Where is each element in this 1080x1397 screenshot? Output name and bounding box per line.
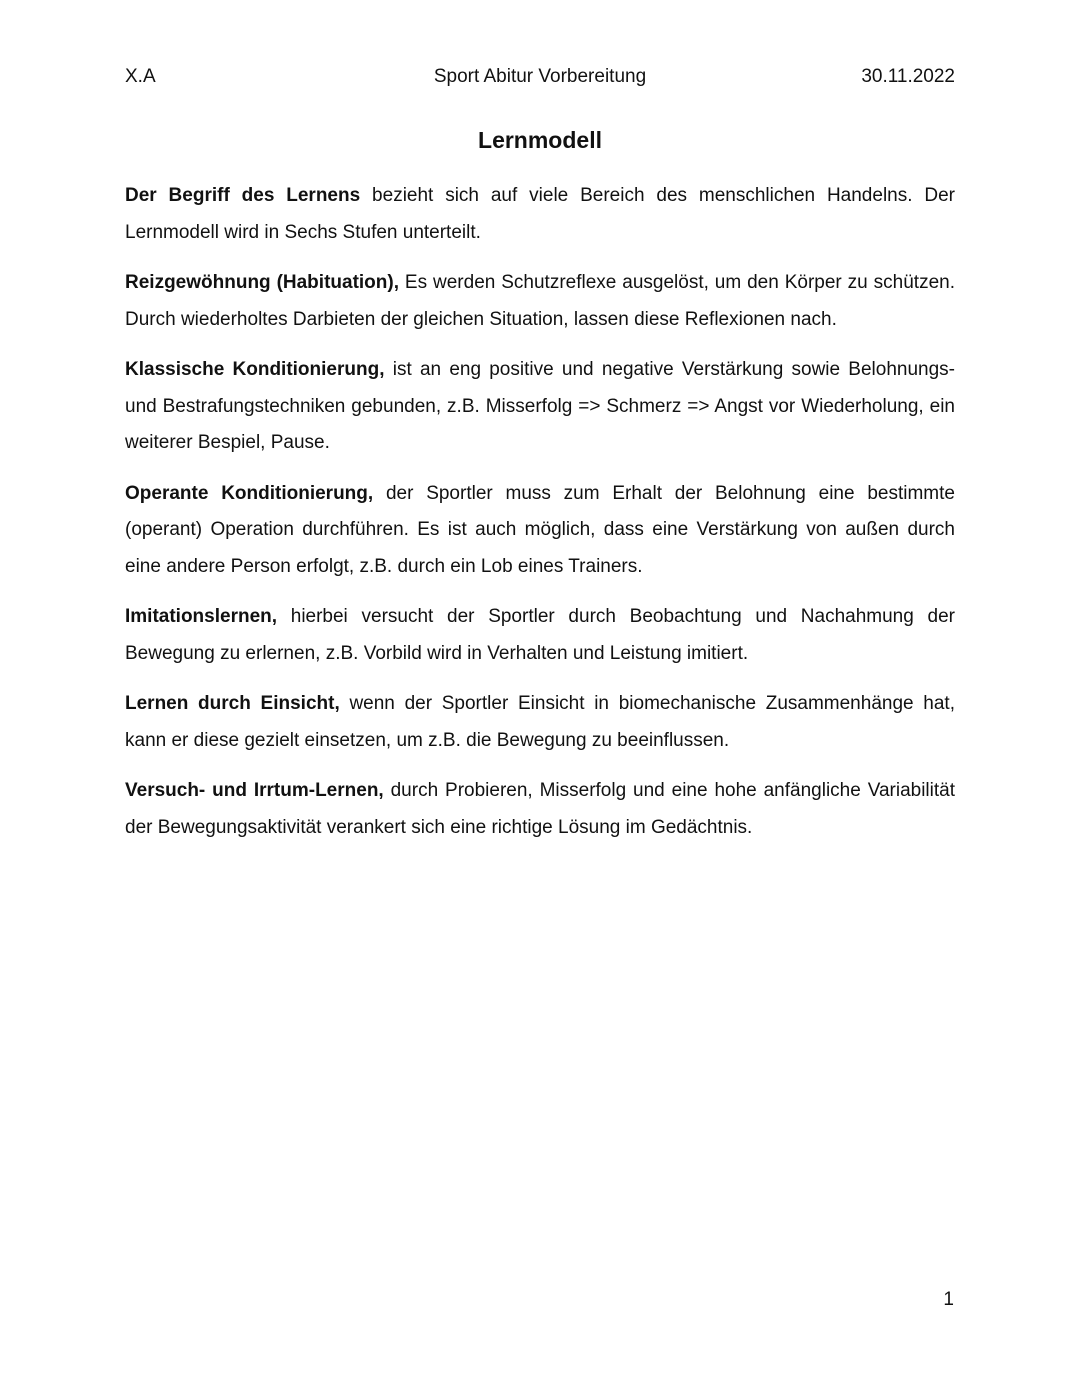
header-subject: Sport Abitur Vorbereitung bbox=[433, 66, 647, 87]
paragraph-term: Der Begriff des Lernens bbox=[125, 185, 361, 206]
document-title: Lernmodell bbox=[478, 127, 602, 153]
paragraph-lernen-durch-einsicht bbox=[125, 686, 955, 759]
paragraph-operante-konditionierung bbox=[125, 476, 955, 586]
paragraph-term: Operante Konditionierung, bbox=[125, 482, 374, 504]
paragraph-term: Lernen durch Einsicht, bbox=[125, 693, 340, 714]
header-author: X.A bbox=[125, 66, 156, 87]
page-header bbox=[125, 64, 955, 90]
paragraph-term: Klassische Konditionierung, bbox=[125, 359, 385, 380]
paragraph-lernbegriff bbox=[125, 178, 955, 251]
document-body bbox=[125, 178, 955, 860]
paragraph-text: durch Probieren, Misserfolg und eine hohe anfängliche Variabilität der Bewegungsaktivität verankert sich eine richtige Lösung im Gedächtnis. bbox=[125, 780, 955, 838]
paragraph-text: hierbei versucht der Sportler durch Beobachtung und Nachahmung der Bewegung zu erlernen, z.B. Vorbild wird in Verhalten und Leistung imitiert. bbox=[125, 606, 955, 664]
paragraph-klassische-konditionierung bbox=[125, 352, 955, 462]
paragraph-term: Versuch- und Irrtum-Lernen, bbox=[125, 780, 384, 801]
header-date: 30.11.2022 bbox=[861, 66, 955, 87]
paragraph-reizgewoehnung bbox=[125, 265, 955, 338]
paragraph-term: Imitationslernen, bbox=[125, 606, 278, 627]
paragraph-versuch-irrtum-lernen bbox=[125, 773, 955, 846]
paragraph-text: ist an eng positive und negative Verstärkung sowie Belohnungs- und Bestrafungstechniken gebunden, z.B. Misserfolg => Schmerz => Angst vor Wiederholung, ein weiterer Bespiel, Pause. bbox=[125, 359, 955, 453]
paragraph-imitationslernen bbox=[125, 599, 955, 672]
paragraph-text: der Sportler muss zum Erhalt der Belohnung eine bestimmte (operant) Operation durchführen. Es ist auch möglich, dass eine Verstärkung von außen durch eine andere Person erfolgt, z.B. durch ein Lob eines Trainers. bbox=[125, 482, 955, 577]
page-number: 1 bbox=[943, 1289, 954, 1310]
paragraph-text: bezieht sich auf viele Bereich des menschlichen Handelns. Der Lernmodell wird in Sechs Stufen unterteilt. bbox=[125, 185, 955, 243]
paragraph-text: Es werden Schutzreflexe ausgelöst, um den Körper zu schützen. Durch wiederholtes Darbieten der gleichen Situation, lassen diese Reflexionen nach. bbox=[125, 272, 955, 330]
paragraph-text: wenn der Sportler Einsicht in biomechanische Zusammenhänge hat, kann er diese gezielt einsetzen, um z.B. die Bewegung zu beeinflussen. bbox=[125, 693, 955, 751]
paragraph-term: Reizgewöhnung (Habituation), bbox=[125, 272, 399, 293]
